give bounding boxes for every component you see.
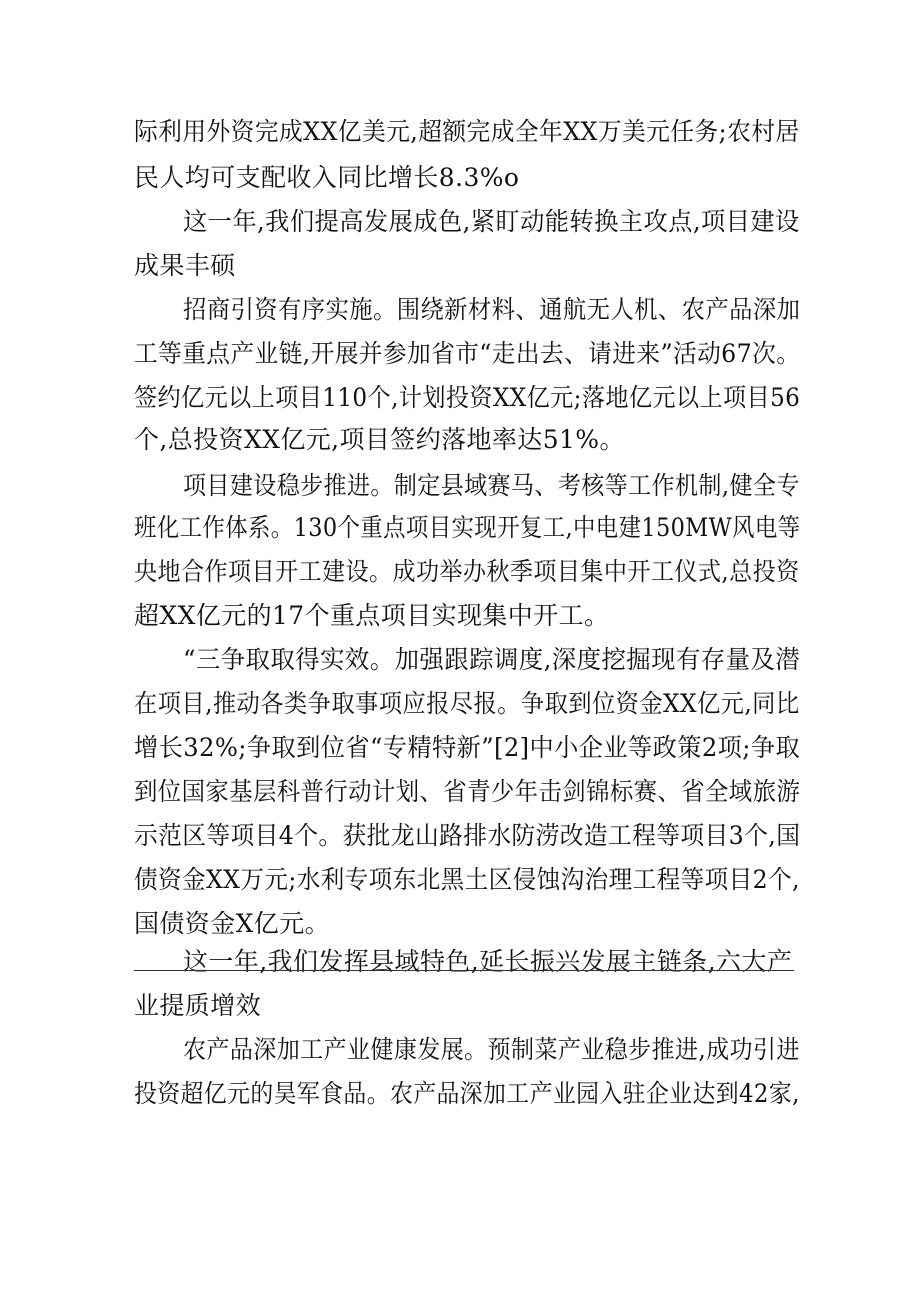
text-line: 个,总投资XX亿元,项目签约落地率达51%。	[134, 425, 625, 454]
text-line: 投资超亿元的昊军食品。农产品深加工产业园入驻企业达到42家,	[134, 1079, 800, 1108]
text-line: 际利用外资完成XX亿美元,超额完成全年XX万美元任务;农村居	[134, 117, 800, 146]
paragraph-first-line: “三争取取得实效。加强跟踪调度,深度挖掘现有存量及潜	[183, 645, 801, 674]
section-heading-line: 这一年,我们提高发展成色,紧盯动能转换主攻点,项目建设	[183, 207, 800, 236]
section-heading-line: 成果丰硕	[134, 251, 236, 280]
paragraph-first-line: 农产品深加工产业健康发展。预制菜产业稳步推进,成功引进	[183, 1035, 800, 1064]
text-line: 在项目,推动各类争取事项应报尽报。争取到位资金XX亿元,同比	[134, 689, 800, 718]
text-line: 民人均可支配收入同比增长8.3%o	[134, 163, 520, 192]
text-line: 央地合作项目开工建设。成功举办秋季项目集中开工仪式,总投资	[134, 557, 800, 586]
text-line: 国债资金X亿元。	[134, 909, 330, 938]
text-line: 债资金XX万元;水利专项东北黑土区侵蚀沟治理工程等项目2个,	[134, 865, 800, 894]
text-line: 工等重点产业链,开展并参加省市“走出去、请进来”活动67次。	[134, 339, 801, 368]
section-heading-line: 这一年,我们发挥县域特色,延长振兴发展主链条,六大产	[183, 947, 793, 976]
text-line: 超XX亿元的17个重点项目实现集中开工。	[134, 601, 610, 630]
text-line: 签约亿元以上项目110个,计划投资XX亿元;落地亿元以上项目56	[134, 383, 801, 412]
text-line: 到位国家基层科普行动计划、省青少年击剑锦标赛、省全域旅游	[134, 777, 801, 806]
paragraph-first-line: 招商引资有序实施。围绕新材料、通航无人机、农产品深加	[183, 295, 801, 324]
divider-line	[134, 970, 794, 971]
section-heading-line: 业提质增效	[134, 991, 262, 1020]
text-line: 增长32%;争取到位省“专精特新”[2]中小企业等政策2项;争取	[134, 733, 801, 762]
text-line: 班化工作体系。130个重点项目实现开复工,中电建150MW风电等	[134, 513, 801, 542]
paragraph-first-line: 项目建设稳步推进。制定县域赛马、考核等工作机制,健全专	[183, 471, 800, 500]
text-line: 示范区等项目4个。获批龙山路排水防涝改造工程等项目3个,国	[134, 821, 801, 850]
